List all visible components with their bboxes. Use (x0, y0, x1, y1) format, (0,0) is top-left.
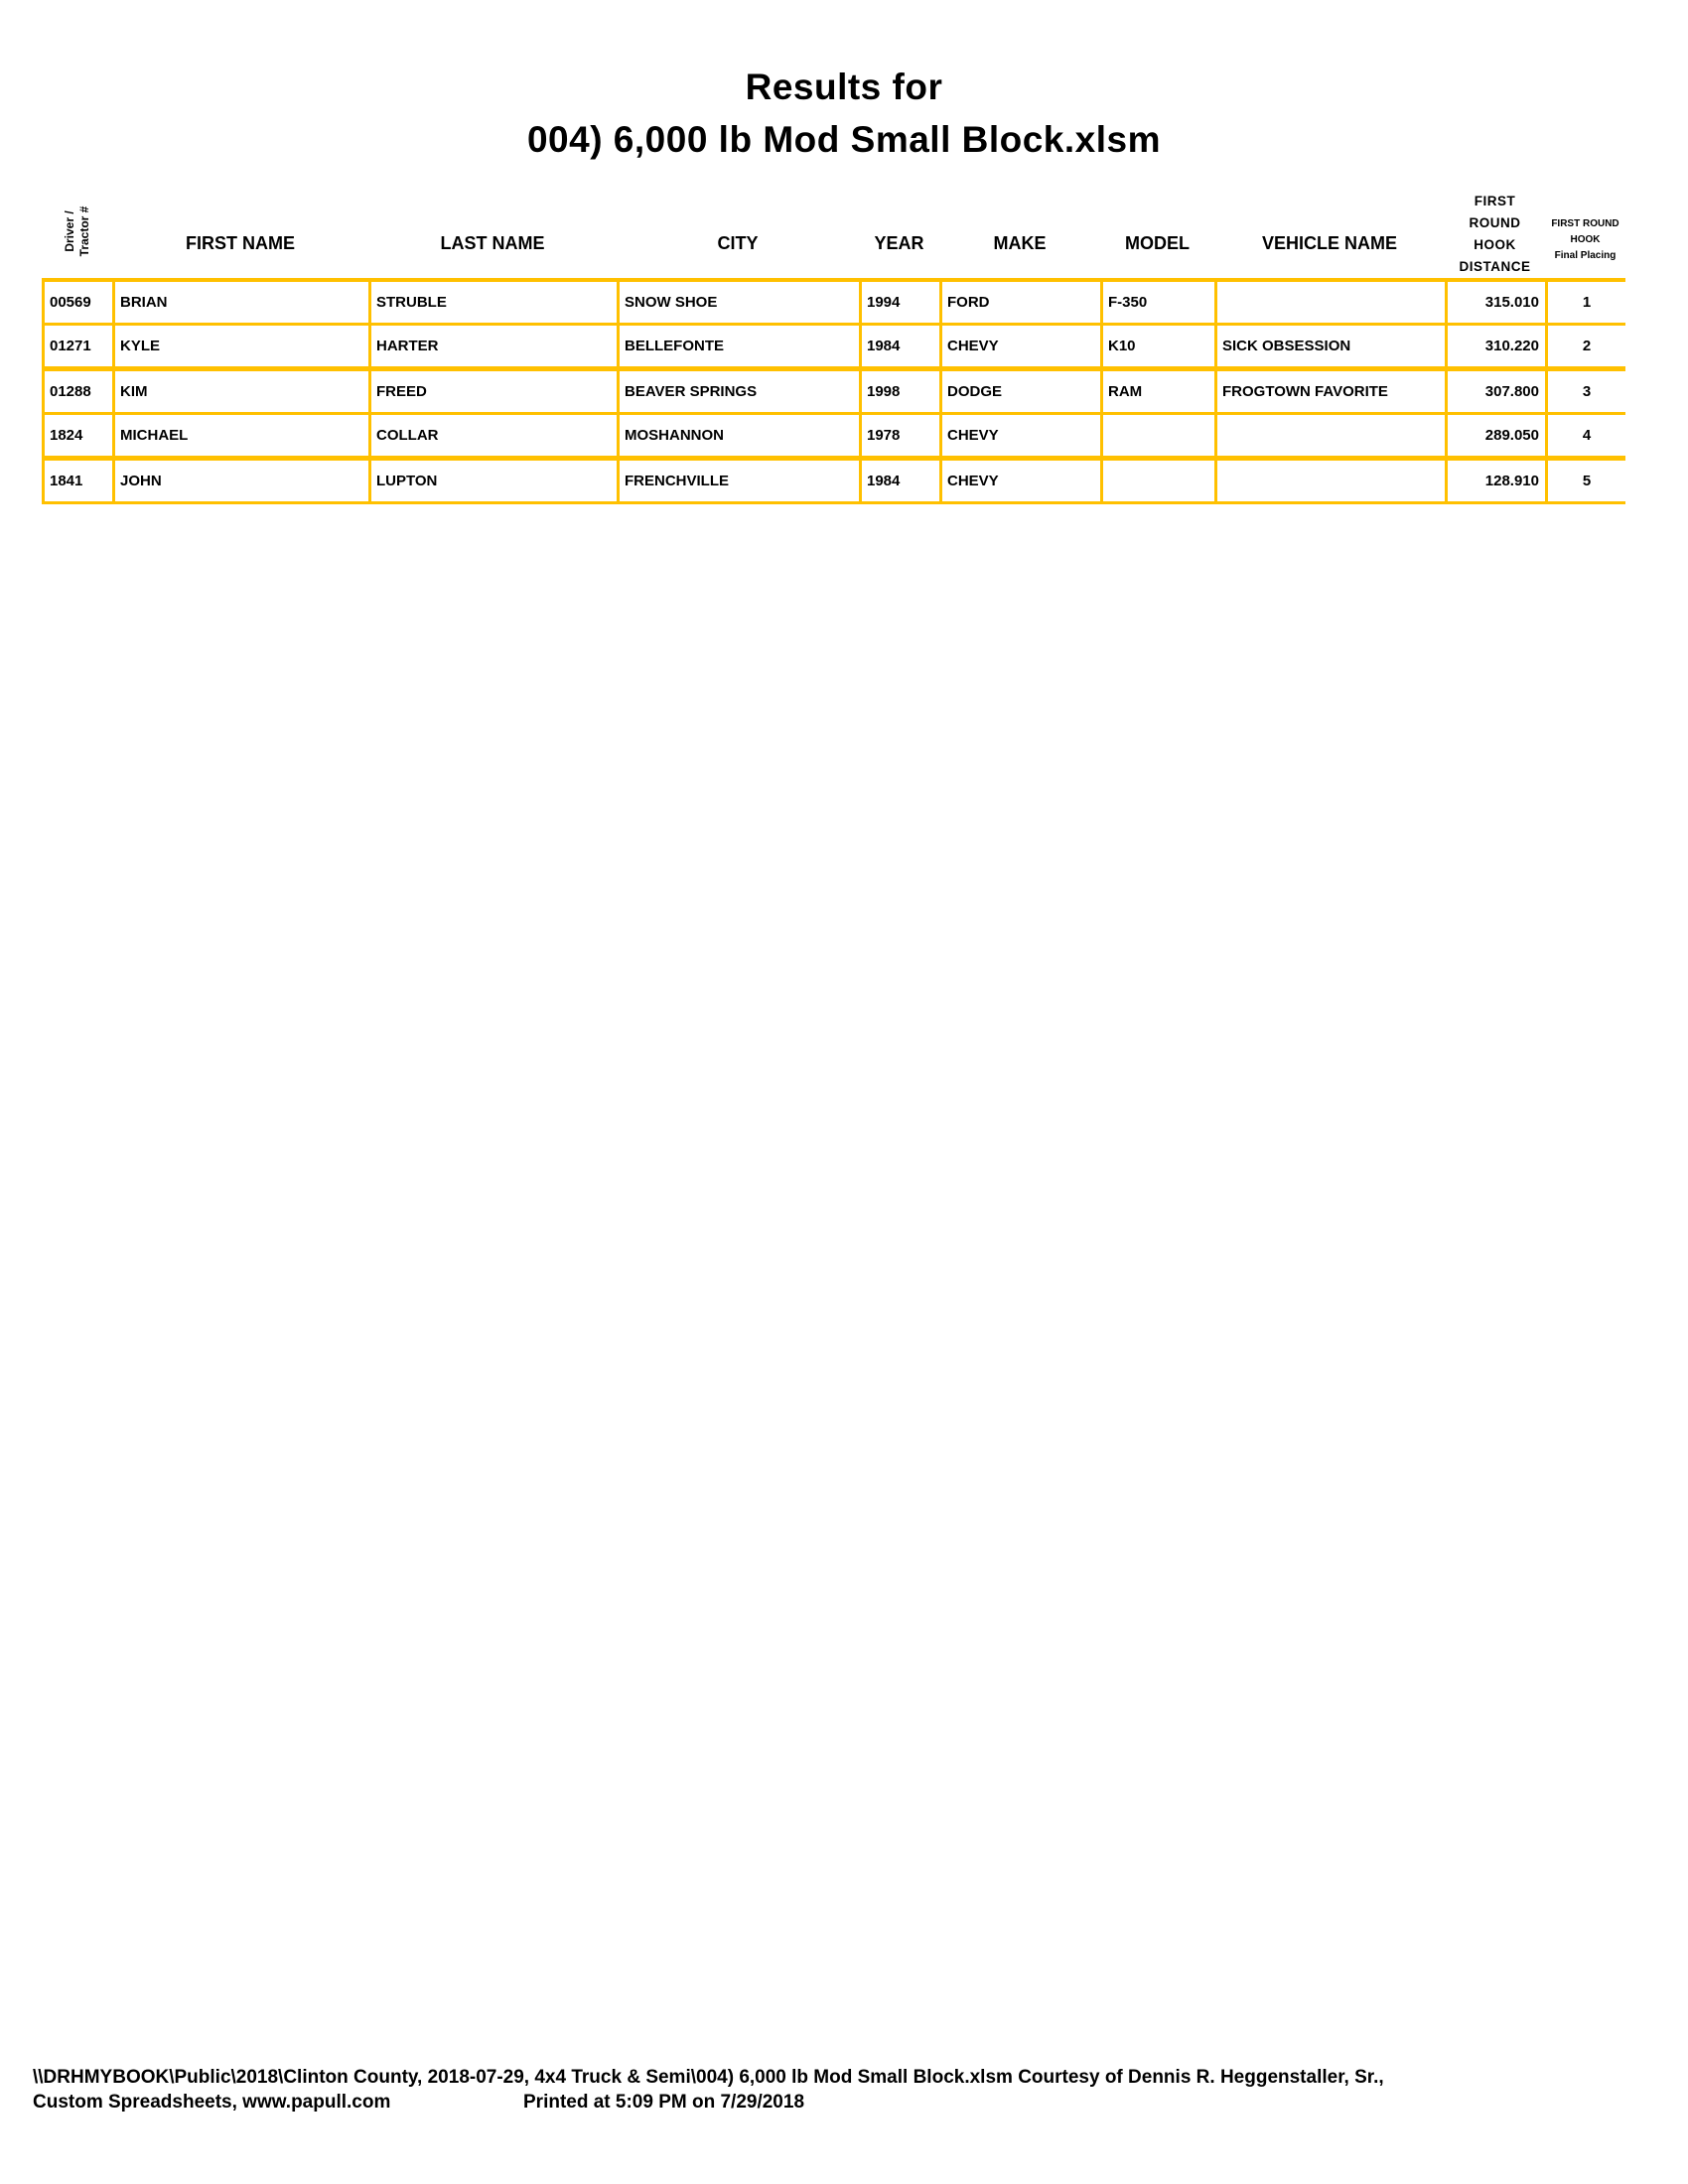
placing-header-line1: FIRST ROUND (1551, 218, 1619, 229)
cell-driver-tractor: 01271 (42, 326, 112, 366)
column-header-vehicle-name: VEHICLE NAME (1261, 233, 1397, 253)
cell-year: 1984 (859, 326, 939, 366)
cell-first-round-hook-distance: 128.910 (1445, 461, 1545, 501)
table-row (42, 461, 1625, 504)
cell-year: 1984 (859, 461, 939, 501)
placing-header-line2: HOOK (1570, 234, 1601, 245)
column-header-last-name: LAST NAME (440, 233, 545, 253)
cell-model: K10 (1100, 326, 1214, 366)
driver-tractor-rotated-label (63, 206, 92, 257)
cell-make: CHEVY (939, 461, 1100, 501)
column-header-year: YEAR (874, 233, 924, 253)
cell-first-round-hook-distance: 307.800 (1445, 371, 1545, 412)
cell-driver-tractor: 1841 (42, 461, 112, 501)
cell-vehicle-name: SICK OBSESSION (1214, 326, 1445, 366)
cell-first-round-hook-distance: 310.220 (1445, 326, 1545, 366)
footer-file-path-line: \\DRHMYBOOK\Public\2018\Clinton County, 2018-07-29, 4x4 Truck & Semi\004) 6,000 lb Mod Small Block.xlsm Courtesy of Dennis R. Heggenstaller, Sr., (33, 2067, 1384, 2088)
table-row (42, 415, 1625, 461)
page-footer (33, 2065, 1681, 2115)
cell-first-name: BRIAN (112, 282, 368, 323)
cell-model (1100, 461, 1214, 501)
cell-final-placing: 5 (1545, 461, 1625, 501)
cell-last-name: FREED (368, 371, 617, 412)
driver-label-line1: Driver / (62, 210, 76, 252)
distance-header-line4: DISTANCE (1459, 259, 1531, 274)
cell-first-round-hook-distance: 315.010 (1445, 282, 1545, 323)
cell-vehicle-name (1214, 415, 1445, 456)
column-header-make: MAKE (993, 233, 1047, 253)
column-header-model: MODEL (1125, 233, 1190, 253)
distance-header-line2: ROUND (1469, 215, 1521, 230)
placing-header-line3: Final Placing (1554, 250, 1617, 261)
column-header-driver-tractor (42, 185, 112, 278)
cell-final-placing: 1 (1545, 282, 1625, 323)
cell-year: 1998 (859, 371, 939, 412)
cell-first-name: KIM (112, 371, 368, 412)
column-header-city: CITY (717, 233, 759, 253)
cell-city: BELLEFONTE (617, 326, 859, 366)
cell-model: RAM (1100, 371, 1214, 412)
cell-driver-tractor: 01288 (42, 371, 112, 412)
cell-driver-tractor: 00569 (42, 282, 112, 323)
cell-last-name: STRUBLE (368, 282, 617, 323)
cell-year: 1978 (859, 415, 939, 456)
page-title-line1: Results for (745, 67, 943, 107)
cell-make: DODGE (939, 371, 1100, 412)
column-header-first-round-hook-distance (1445, 191, 1545, 278)
cell-last-name: HARTER (368, 326, 617, 366)
distance-header-line1: FIRST (1474, 194, 1516, 208)
cell-first-name: KYLE (112, 326, 368, 366)
cell-city: FRENCHVILLE (617, 461, 859, 501)
cell-final-placing: 4 (1545, 415, 1625, 456)
column-header-final-placing (1545, 216, 1625, 264)
table-row (42, 278, 1625, 326)
footer-credit-text: Custom Spreadsheets, www.papull.com (33, 2092, 391, 2113)
cell-city: SNOW SHOE (617, 282, 859, 323)
page-title-line2: 004) 6,000 lb Mod Small Block.xlsm (526, 119, 1162, 160)
cell-model: F-350 (1100, 282, 1214, 323)
cell-year: 1994 (859, 282, 939, 323)
cell-final-placing: 3 (1545, 371, 1625, 412)
column-header-first-name: FIRST NAME (186, 233, 295, 253)
driver-label-line2: Tractor # (76, 205, 91, 257)
cell-last-name: COLLAR (368, 415, 617, 456)
cell-make: FORD (939, 282, 1100, 323)
cell-vehicle-name (1214, 461, 1445, 501)
footer-printed-timestamp: Printed at 5:09 PM on 7/29/2018 (523, 2092, 805, 2113)
cell-make: CHEVY (939, 326, 1100, 366)
cell-city: MOSHANNON (617, 415, 859, 456)
results-table (42, 278, 1625, 504)
cell-first-round-hook-distance: 289.050 (1445, 415, 1545, 456)
cell-vehicle-name: FROGTOWN FAVORITE (1214, 371, 1445, 412)
cell-first-name: MICHAEL (112, 415, 368, 456)
table-column-headers (42, 185, 1625, 278)
table-row (42, 371, 1625, 415)
table-row (42, 326, 1625, 371)
distance-header-line3: HOOK (1474, 237, 1516, 252)
cell-vehicle-name (1214, 282, 1445, 323)
cell-model (1100, 415, 1214, 456)
cell-first-name: JOHN (112, 461, 368, 501)
cell-last-name: LUPTON (368, 461, 617, 501)
footer-second-line (33, 2090, 1681, 2115)
cell-final-placing: 2 (1545, 326, 1625, 366)
cell-driver-tractor: 1824 (42, 415, 112, 456)
cell-city: BEAVER SPRINGS (617, 371, 859, 412)
cell-make: CHEVY (939, 415, 1100, 456)
